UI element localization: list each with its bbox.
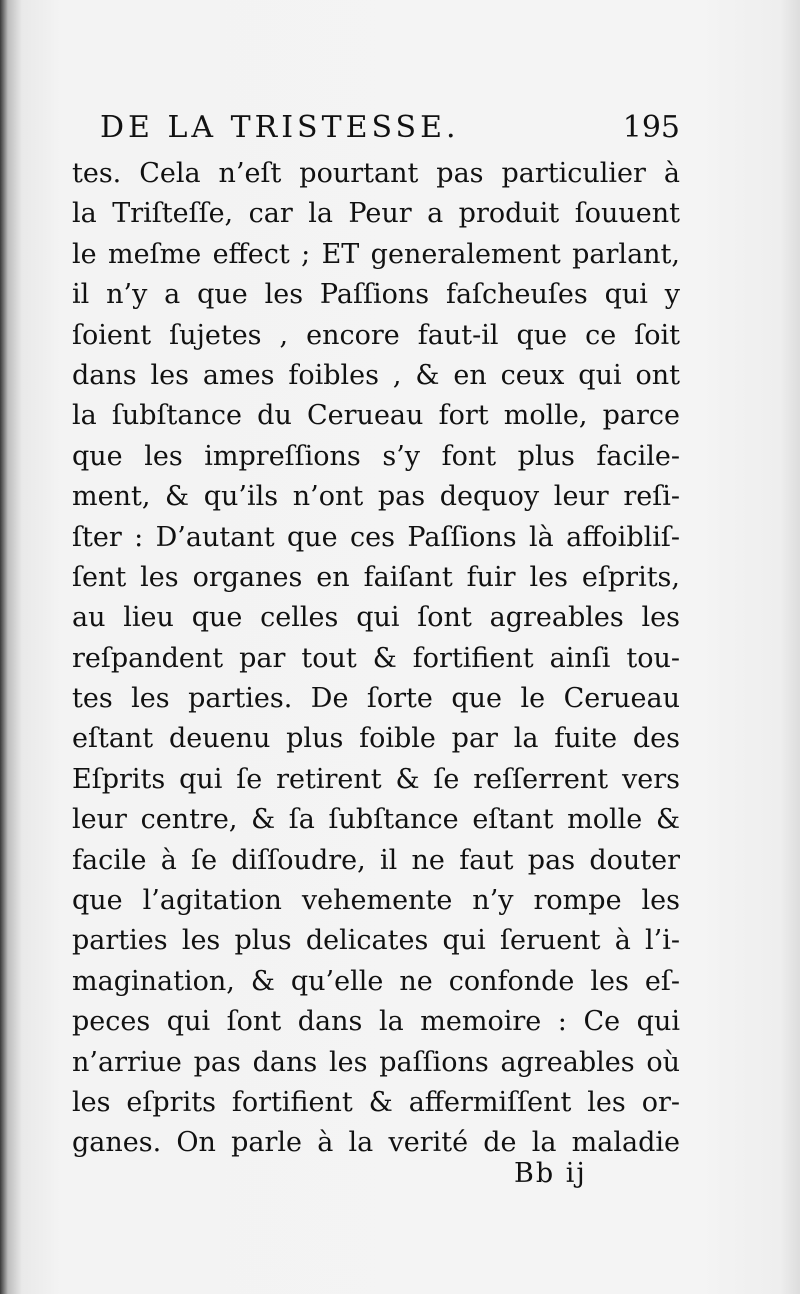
text-line: eſtant deuenu plus foible par la fuite des [72,723,680,755]
text-line: peces qui ſont dans la memoire : Ce qui [72,1006,680,1038]
signature-mark: Bb ij [514,1158,587,1189]
text-line: n’arriue pas dans les paſſions agreables où [72,1046,680,1078]
text-line: les eſprits fortifient & affermiſſent les or- [72,1086,680,1118]
text-line: la Triſteſſe, car la Peur a produit ſouuent [72,198,680,230]
text-line: facile à ſe diſſoudre, il ne faut pas douter [72,844,680,876]
text-line: leur centre, & ſa ſubſtance eſtant molle & [72,804,680,836]
text-line: ſter : D’autant que ces Paſſions là affoibliſ- [72,521,680,553]
text-line: dans les ames foibles , & en ceux qui ont [72,359,680,391]
page-header [100,110,680,154]
text-line: Eſprits qui ſe retirent & ſe reſſerrent vers [72,763,680,795]
text-line: que les impreſſions s’y font plus facile- [72,440,680,472]
page-number: 195 [622,110,680,145]
text-line: ment, & qu’ils n’ont pas dequoy leur reſi- [72,481,680,513]
text-line: magination, & qu’elle ne confonde les eſ- [72,965,680,997]
text-line: la ſubſtance du Cerueau fort molle, parce [72,400,680,432]
text-line: ſoient ſujetes , encore faut-il que ce ſoit [72,319,680,351]
text-line: tes les parties. De ſorte que le Cerueau [72,683,680,715]
text-line: parties les plus delicates qui ſeruent à l’i- [72,925,680,957]
text-line: le meſme effect ; ET generalement parlant, [72,238,680,270]
text-line: reſpandent par tout & fortifient ainſi tou- [72,642,680,674]
text-line: il n’y a que les Paſſions faſcheuſes qui y [72,279,680,311]
text-line: ſent les organes en faiſant fuir les eſprits, [72,561,680,593]
text-line: au lieu que celles qui ſont agreables les [72,602,680,634]
text-line: que l’agitation vehemente n’y rompe les [72,885,680,917]
text-line: tes. Cela n’eſt pourtant pas particulier à [72,158,680,189]
body-text [72,154,680,1164]
running-title: DE LA TRISTESSE. [100,110,460,145]
text-line: ganes. On parle à la verité de la maladie [72,1127,680,1159]
